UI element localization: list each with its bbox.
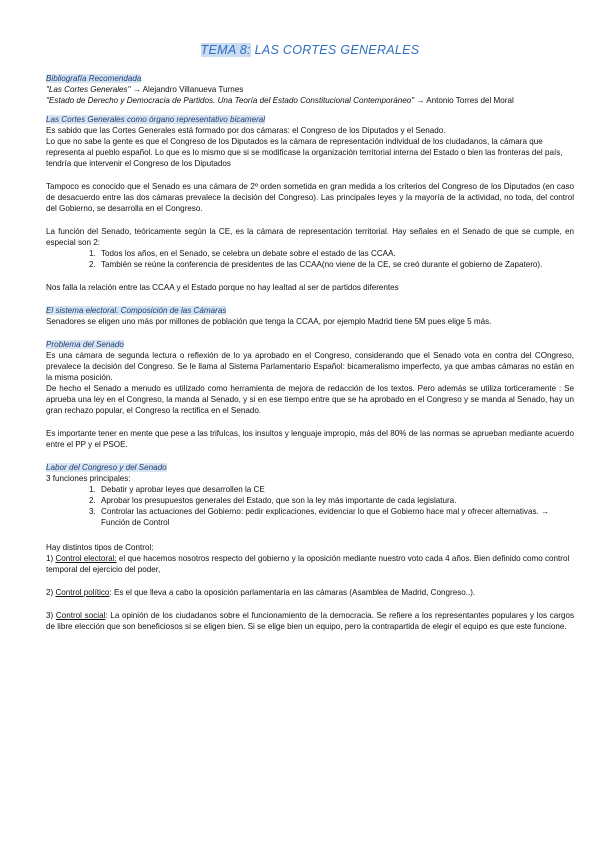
section-heading-organo: Las Cortes Generales como órgano representativo bicameral xyxy=(46,115,266,124)
paragraph: De hecho el Senado a menudo es utilizado como herramienta de mejora de redacción de los textos. Pero además se utiliza torticeramente : Se aprueba una ley en el Congreso, la manda al Senado, y si en ese tiempo entre que se ha aprobado en el Congreso y se manda al Senado, hay un gran rechazo popular, el Congreso la rectifica en el Senado. xyxy=(46,384,574,415)
section-heading-bibliografia: Bibliografía Recomendada xyxy=(46,74,142,83)
paragraph: 3 funciones principales: xyxy=(46,474,131,483)
paragraph: Nos falla la relación entre las CCAA y el Estado porque no hay lealtad al ser de partidos diferentes xyxy=(46,283,399,292)
paragraph: Tampoco es conocido que el Senado es una cámara de 2º orden sometida en gran medida a los criterios del Congreso de los Diputados (en caso de desacuerdo entre las dos cámaras prevalece la decisión del Congreso). Las principales leyes y la mayoría de la actividad, no toda, del control del Gobierno, se desarrolla en el Congreso. xyxy=(46,182,574,213)
paragraph: Lo que no sabe la gente es que el Congreso de los Diputados es la cámara de representación individual de los ciudadanos, la cámara que representa al pueblo español. Lo que es lo mismo que si se modificase la organización territorial interna del Estado o bien las fronteras del país, tendría que intervenir el Congreso de los Diputados xyxy=(46,137,563,168)
bibliography-ref-2: "Estado de Derecho y Democracia de Partidos. Una Teoría del Estado Constitucional Contemporáneo" → Antonio Torres del Moral xyxy=(46,96,514,105)
section-heading-electoral: El sistema electoral. Composición de las Cámaras xyxy=(46,306,227,315)
title-highlight: TEMA 8: xyxy=(200,43,251,57)
section-heading-problema: Problema del Senado xyxy=(46,340,124,349)
numbered-list xyxy=(46,484,574,528)
paragraph: Senadores se eligen uno más por millones de población que tenga la CCAA, por ejemplo Madrid tiene 5M pues elige 5 más. xyxy=(46,317,492,326)
list-item: 1. Debatir y aprobar leyes que desarrollen la CE xyxy=(98,484,574,495)
numbered-list xyxy=(46,248,574,270)
paragraph: Es sabido que las Cortes Generales está formado por dos cámaras: el Congreso de los Diputados y el Senado. xyxy=(46,126,446,135)
bibliography-ref-1: "Las Cortes Generales" → Alejandro Villanueva Turnes xyxy=(46,85,244,94)
control-electoral: 1) Control electoral: el que hacemos nosotros respecto del gobierno y la oposición mediante nuestro voto cada 4 años. Bien definido como control temporal del ejercicio del poder, xyxy=(46,554,570,574)
list-item: 3. Controlar las actuaciones del Gobierno: pedir explicaciones, evidenciar lo que el Gobierno hace mal y ofrecer alternativas. → Función de Control xyxy=(98,506,574,528)
list-item: 1. Todos los años, en el Senado, se celebra un debate sobre el estado de las CCAA. xyxy=(98,248,574,259)
list-item: 2. También se reúne la conferencia de presidentes de las CCAA(no viene de la CE, se creó durante el gobierno de Zapatero). xyxy=(98,259,574,270)
paragraph: Es una cámara de segunda lectura o reflexión de lo ya aprobado en el Congreso, considerando que el Senado vota en contra del COngreso, prevalece la decisión del Congreso. Se le llama al Sistema Parlamentario Español: bicameralismo imperfecto, ya que ambas cámaras no están en la misma posición. xyxy=(46,351,574,382)
page-title xyxy=(46,42,574,58)
paragraph: La función del Senado, teóricamente según la CE, es la cámara de representación territorial. Hay señales en el Senado de que se cumple, en especial son 2: xyxy=(46,227,574,247)
control-social: 3) Control social: La opinión de los ciudadanos sobre el funcionamiento de la democracia. Se refiere a los representantes populares y los cargos de libre elección que son beneficiosos si se eligen bien. Si se elige bien un equipo, pero la contrapartida de elegir el equipo es que este funcione. xyxy=(46,611,574,631)
control-politico: 2) Control político: Es el que lleva a cabo la oposición parlamentaria en las cámaras (Asamblea de Madrid, Congreso..). xyxy=(46,588,476,597)
list-item: 2. Aprobar los presupuestos generales del Estado, que son la ley más importante de cada legislatura. xyxy=(98,495,574,506)
paragraph: Hay distintos tipos de Control: xyxy=(46,543,154,552)
section-heading-labor: Labor del Congreso y del Senado xyxy=(46,463,167,472)
paragraph: Es importante tener en mente que pese a las trifulcas, los insultos y lenguaje impropio, más del 80% de las normas se aprueban mediante acuerdo entre el PP y el PSOE. xyxy=(46,429,574,449)
title-text: LAS CORTES GENERALES xyxy=(250,43,420,57)
